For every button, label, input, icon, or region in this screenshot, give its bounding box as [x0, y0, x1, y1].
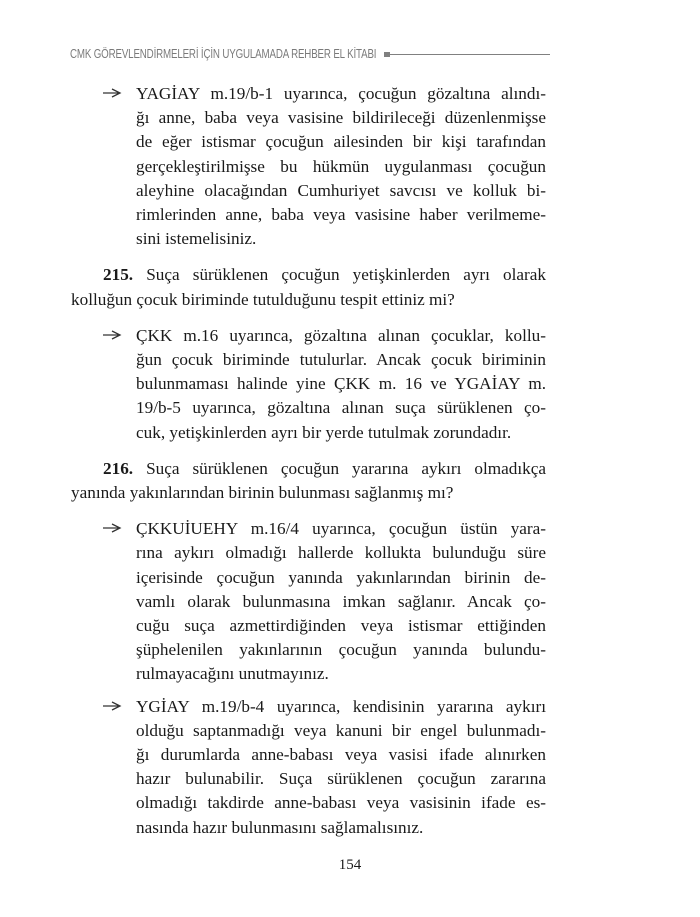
question-215 [71, 263, 546, 311]
page-body [71, 82, 546, 840]
question-line [71, 457, 546, 481]
arrow-right-icon [102, 324, 122, 340]
text-line: rına aykırı olmadığı hallerde kollukta bulunduğu süre [136, 543, 546, 563]
page-number: 154 [338, 857, 362, 873]
text-line: olmadığı takdirde anne-babası veya vasisinin ifade es- [136, 793, 546, 813]
bullet-item-ygiay-19-b4 [71, 695, 546, 840]
text-line: aleyhine olacağından Cumhuriyet savcısı ve kolluk bi- [136, 180, 546, 200]
text-line: vamlı olarak bulunmasına imkan sağlanır. Ancak ço- [136, 591, 546, 611]
text-line: hazır bulunabilir. Suça sürüklenen çocuğun zararına [136, 769, 546, 789]
text-line: şüphelenilen yakınlarının çocuğun yanında bulundu- [136, 640, 546, 660]
question-216 [71, 457, 546, 505]
text-line: YGİAY m.19/b-4 uyarınca, kendisinin yararına aykırı [136, 696, 546, 716]
question-line [71, 263, 546, 287]
text-line: cuk, yetişkinlerden ayrı bir yerde tutulmak zorundadır. [136, 422, 512, 442]
text-line: bulunmaması halinde yine ÇKK m. 16 ve YGAİAY m. [136, 374, 546, 394]
text-line: ÇKKUİUEHY m.16/4 uyarınca, çocuğun üstün yara- [136, 519, 546, 539]
text-line: ÇKK m.16 uyarınca, gözaltına alınan çocuklar, kollu- [136, 325, 546, 345]
question-text: Suça sürüklenen çocuğun yetişkinlerden ayrı olarak [146, 265, 546, 285]
question-line: yanında yakınlarından birinin bulunması sağlanmış mı? [71, 483, 454, 503]
text-line: nasında hazır bulunmasını sağlamalısınız. [136, 817, 424, 837]
text-line: rulmayacağını unutmayınız. [136, 664, 329, 684]
spacer [71, 687, 546, 695]
question-number: 215. [103, 265, 134, 285]
text-line: gerçekleştirilmişse bu hükmün uygulanması çocuğun [136, 156, 546, 176]
bullet-item-yagiay-19-b1 [71, 82, 546, 251]
text-line: 19/b-5 uyarınca, gözaltına alınan suça sürüklenen ço- [136, 398, 546, 418]
arrow-right-icon [102, 82, 122, 98]
bullet-item-ckkuiuehy-16-4 [71, 517, 546, 686]
text-line: rimlerinden anne, baba veya vasisine haber verilmeme- [136, 205, 546, 225]
question-text: Suça sürüklenen çocuğun yararına aykırı olmadıkça [146, 458, 546, 478]
arrow-right-icon [102, 695, 122, 711]
text-line: sini istemelisiniz. [136, 229, 257, 249]
text-line: ğı anne, baba veya vasisine bildirileceği düzenlenmişse [136, 108, 546, 128]
text-line: olduğu saptanmadığı veya kanuni bir engel bulunmadı- [136, 720, 546, 740]
text-line: YAGİAY m.19/b-1 uyarınca, çocuğun gözaltına alındı- [136, 84, 546, 103]
text-line: ğun çocuk biriminde tutulurlar. Ancak çocuk biriminin [136, 350, 546, 370]
arrow-right-icon [102, 517, 122, 533]
book-title: CMK GÖREVLENDİRMELERİ İÇİN UYGULAMADA REHBER EL KİTABI [70, 47, 377, 61]
text-line: içerisinde çocuğun yanında yakınlarından birinin de- [136, 567, 546, 587]
question-line: kolluğun çocuk biriminde tutulduğunu tespit ettiniz mi? [71, 289, 455, 309]
running-header [70, 44, 550, 64]
bullet-item-ckk-16 [71, 324, 546, 445]
text-line: ğı durumlarda anne-babası veya vasisi ifade alınırken [136, 745, 546, 765]
header-line [390, 54, 550, 55]
question-number: 216. [103, 458, 134, 478]
header-rule [384, 52, 550, 57]
text-line: de eğer istismar çocuğun ailesinden bir kişi tarafından [136, 132, 546, 152]
text-line: cuğu suça azmettirdiğinden veya istismar ettiğinden [136, 616, 546, 636]
